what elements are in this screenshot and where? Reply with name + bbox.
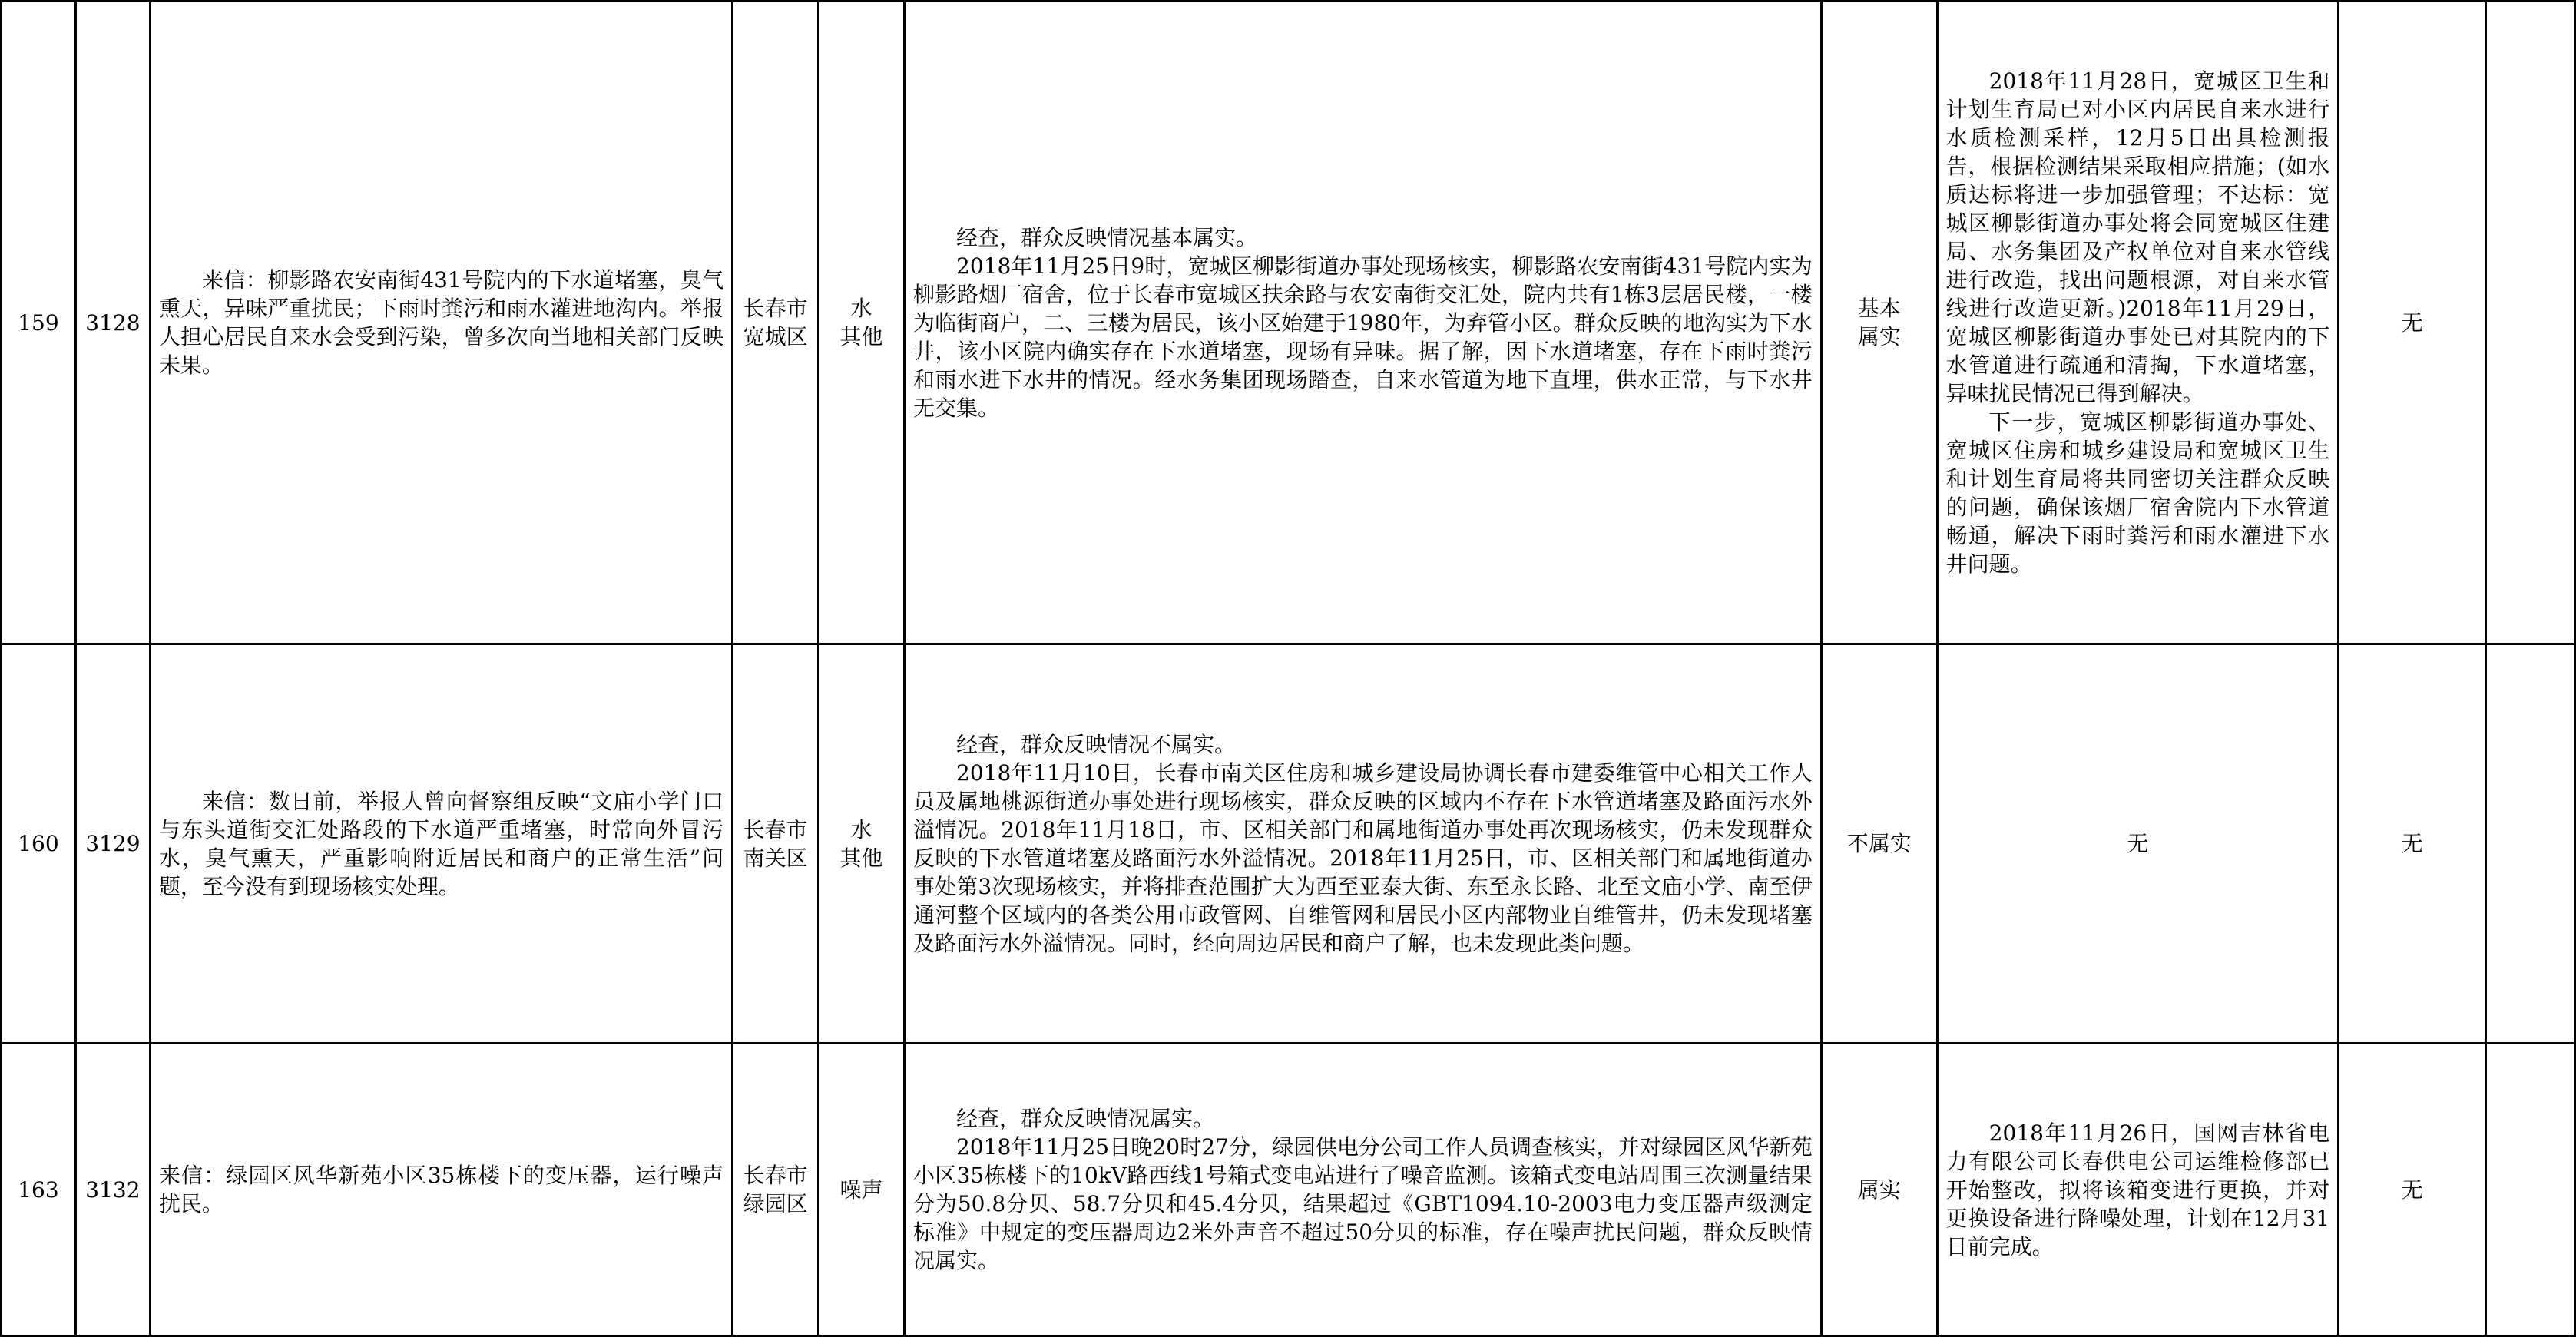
findings-summary: 经查，群众反映情况属实。 xyxy=(956,1106,1215,1131)
extra-cell xyxy=(2486,2,2575,644)
action-cell xyxy=(1937,1044,2339,1336)
action-text: 2018年11月26日，国网吉林省电力有限公司长春供电公司运维检修部已开始整改，拟将该箱变进行更换，并对更换设备进行降噪处理，计划在12月31日前完成。 xyxy=(1945,1120,2330,1259)
verdict-cell: 属实 xyxy=(1821,1044,1937,1336)
action-cell: 无 xyxy=(1937,644,2339,1044)
case-id-cell: 3129 xyxy=(75,644,150,1044)
district-cell xyxy=(733,2,819,644)
action-next-step: 下一步，宽城区柳影街道办事处、宽城区住房和城乡建设局和宽城区卫生和计划生育局将共同密切关注群众反映的问题，确保该烟厂宿舍院内下水管道畅通，解决下雨时粪污和雨水灌进下水井问题。 xyxy=(1945,409,2330,577)
district-city: 长春市 xyxy=(743,296,808,321)
pollution-type-cell xyxy=(819,644,905,1044)
findings-cell xyxy=(905,1044,1822,1336)
action-text: 2018年11月28日，宽城区卫生和计划生育局已对小区内居民自来水进行水质检测采样，12月5日出具检测报告，根据检测结果采取相应措施；(如水质达标将进一步加强管理；不达标：宽城区柳影街道办事处将会同宽城区住建局、水务集团及产权单位对自来水管线进行改造，找出问题根源，对自来水管线进行改造更新。)2018年11月29日，宽城区柳影街道办事处已对其院内的下水管道进行疏通和清掏，下水道堵塞，异味扰民情况已得到解决。 xyxy=(1945,68,2330,406)
accountability-cell: 无 xyxy=(2339,2,2486,644)
complaint-text: 来信：数日前，举报人曾向督察组反映“文庙小学门口与东头道街交汇处路段的下水道严重堵塞，时常向外冒污水，臭气熏天，严重影响附近居民和商户的正常生活”问题，至今没有到现场核实处理。 xyxy=(158,788,724,899)
verdict-cell: 不属实 xyxy=(1821,644,1937,1044)
complaint-cell xyxy=(150,644,732,1044)
district-area: 宽城区 xyxy=(743,324,808,349)
findings-summary: 经查，群众反映情况基本属实。 xyxy=(956,224,1258,250)
findings-summary: 经查，群众反映情况不属实。 xyxy=(956,731,1237,757)
pollution-type-sub: 其他 xyxy=(839,324,883,349)
seq-cell: 163 xyxy=(2,1044,76,1336)
pollution-type-main: 水 xyxy=(850,296,872,321)
district-cell xyxy=(733,1044,819,1336)
seq-cell: 159 xyxy=(2,2,76,644)
district-area: 绿园区 xyxy=(743,1191,808,1216)
verdict-line-2: 属实 xyxy=(1857,324,1901,349)
findings-cell xyxy=(905,2,1822,644)
case-id-cell: 3132 xyxy=(75,1044,150,1336)
findings-cell xyxy=(905,644,1822,1044)
pollution-type-main: 水 xyxy=(850,816,872,842)
findings-detail: 2018年11月10日，长春市南关区住房和城乡建设局协调长春市建委维管中心相关工作人员及属地桃源街道办事处进行现场核实，群众反映的区域内不存在下水管道堵塞及路面污水外溢情况。2018年11月18日，市、区相关部门和属地街道办事处再次现场核实，仍未发现群众反映的下水管道堵塞及路面污水外溢情况。2018年11月25日，市、区相关部门和属地街道办事处第3次现场核实，并将排查范围扩大为西至亚泰大街、东至永长路、北至文庙小学、南至伊通河整个区域内的各类公用市政管网、自维管网和居民小区内部物业自维管井，仍未发现堵塞及路面污水外溢情况。同时，经向周边居民和商户了解，也未发现此类问题。 xyxy=(913,760,1813,956)
verdict-line-1: 基本 xyxy=(1857,296,1901,321)
district-area: 南关区 xyxy=(743,845,808,871)
accountability-cell: 无 xyxy=(2339,1044,2486,1336)
complaint-text: 来信：柳影路农安南街431号院内的下水道堵塞，臭气熏天，异味严重扰民；下雨时粪污和雨水灌进地沟内。举报人担心居民自来水会受到污染，曾多次向当地相关部门反映未果。 xyxy=(158,267,724,378)
pollution-type-cell: 噪声 xyxy=(819,1044,905,1336)
findings-detail: 2018年11月25日晚20时27分，绿园供电分公司工作人员调查核实，并对绿园区风华新苑小区35栋楼下的10kV路西线1号箱式变电站进行了噪音监测。该箱式变电站周围三次测量结果分为50.8分贝、58.7分贝和45.4分贝，结果超过《GBT1094.10-2003电力变压器声级测定标准》中规定的变压器周边2米外声音不超过50分贝的标准，存在噪声扰民问题，群众反映情况属实。 xyxy=(913,1134,1813,1273)
pollution-type-cell xyxy=(819,2,905,644)
pollution-type-sub: 其他 xyxy=(839,845,883,871)
table-row xyxy=(2,2,2575,644)
case-id-cell: 3128 xyxy=(75,2,150,644)
extra-cell xyxy=(2486,1044,2575,1336)
table-row xyxy=(2,1044,2575,1336)
district-city: 长春市 xyxy=(743,1163,808,1188)
complaint-text: 来信：绿园区风华新苑小区35栋楼下的变压器，运行噪声扰民。 xyxy=(158,1163,724,1216)
complaint-cell xyxy=(150,2,732,644)
verdict-cell xyxy=(1821,2,1937,644)
seq-cell: 160 xyxy=(2,644,76,1044)
action-cell xyxy=(1937,2,2339,644)
district-city: 长春市 xyxy=(743,816,808,842)
table-row xyxy=(2,644,2575,1044)
extra-cell xyxy=(2486,644,2575,1044)
findings-detail: 2018年11月25日9时，宽城区柳影街道办事处现场核实，柳影路农安南街431号院内实为柳影路烟厂宿舍，位于长春市宽城区扶余路与农安南街交汇处，院内共有1栋3层居民楼，一楼为临街商户，二、三楼为居民，该小区始建于1980年，为弃管小区。群众反映的地沟实为下水井，该小区院内确实存在下水道堵塞，现场有异味。据了解，因下水道堵塞，存在下雨时粪污和雨水进下水井的情况。经水务集团现场踏查，自来水管道为地下直埋，供水正常，与下水井无交集。 xyxy=(913,253,1813,421)
complaint-cell xyxy=(150,1044,732,1336)
district-cell xyxy=(733,644,819,1044)
accountability-cell: 无 xyxy=(2339,644,2486,1044)
